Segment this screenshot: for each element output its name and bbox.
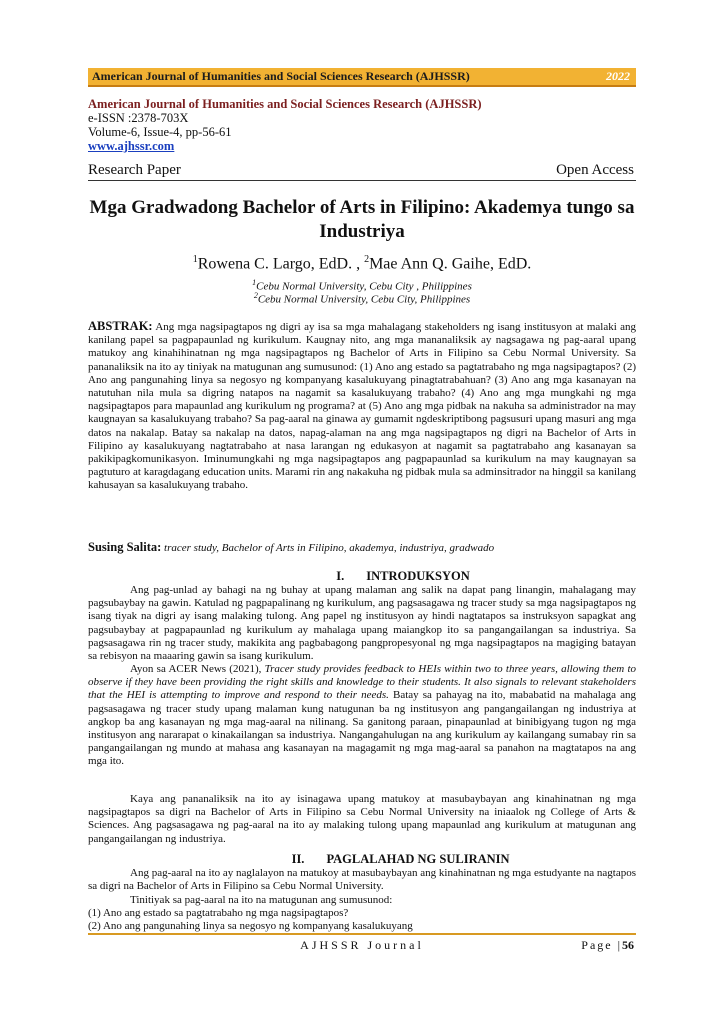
problem-item-2: (2) Ano ang pangunahing linya sa negosyo ng kompanyang kasalukuyang — [88, 920, 413, 932]
intro-paragraph-2 — [88, 663, 636, 769]
access-type: Open Access — [556, 162, 634, 178]
aff1-sup: 1 — [252, 278, 257, 287]
aff2-sup: 2 — [253, 291, 258, 300]
footer-page — [581, 938, 634, 953]
affiliation-2 — [88, 289, 636, 307]
intro-p2-quote: Tracer study provides feedback to HEIs within two to three years, allowing them to observe if they have been providing the right skills and knowledge to their students. It also signals to relevant stakeholders that the HEI is attempting to improve and respond to their needs. — [88, 663, 637, 702]
meta-journal-title: American Journal of Humanities and Social Sciences Research (AJHSSR) — [88, 97, 482, 111]
banner-year: 2022 — [606, 69, 630, 83]
problem-item-1: (1) Ano ang estado sa pagtatrabaho ng mga nagsipagtapos? — [88, 907, 349, 919]
paper-type-bar — [88, 162, 636, 181]
meta-volume: Volume-6, Issue-4, pp-56-61 — [88, 125, 232, 139]
footer-page-label: Page | — [581, 938, 622, 952]
journal-banner — [88, 68, 636, 87]
keywords-label: Susing Salita: — [88, 540, 162, 554]
author1-sup: 1 — [192, 254, 198, 265]
intro-paragraph-3: Kaya ang pananaliksik na ito ay isinagawa upang matukoy at masubaybayan ang kinahinatnan ng mga nagsipagtapos sa digri na Bachelor of Arts in Filipino sa Cebu Normal University na iniaalok ng College of Arts & Sciences. Ang pagsasagawa ng pag-aaral na ito ay malaking tulong upang mapaunlad ang kurikulum at matugunan ang pangangailangan ng industriya. — [88, 793, 636, 845]
author-line — [88, 254, 636, 273]
intro-p2-lead: Ayon sa ACER News (2021), — [130, 663, 262, 675]
paper-title: Mga Gradwadong Bachelor of Arts in Filipino: Akademya tungo sa Industriya — [89, 197, 635, 242]
abstract-label: ABSTRAK: — [88, 319, 153, 333]
keywords — [88, 541, 636, 555]
aff2-text: Cebu Normal University, Cebu City, Philippines — [257, 293, 471, 306]
author2-sup: 2 — [364, 254, 370, 265]
footer-rule — [88, 933, 636, 935]
intro-paragraph-1: Ang pag-unlad ay bahagi na ng buhay at upang malaman ang salik na dapat pang linangin, mahalagang may pagsubaybay na gawin. Katulad ng pagpapalinang ng kurikulum, ang pagsasagawa ng tracer study sa mga nagsipagtapos ng isang tiyak na digri ay isang malaking tulong. Ang papel ng institusyon ay hindi nagtatapos sa instruksyon sapagkat ang pagsubaybay at pagpapaunlad ng kurikulum ay mahalaga upang maiangkop ito sa pangangailangan sa industriya. Sa pagsasagawa rin ng tracer study, makikita ang pagbabagong pangpropesyonal ng mga nagsipagtapos na magiging batayan sa rebisyon na maaaring gawin sa isang kurikulum. — [88, 584, 636, 663]
abstract — [88, 320, 636, 493]
problem-paragraph-1: Ang pag-aaral na ito ay naglalayon na matukoy at masubaybayan ang kinahinatnan ng mga estudyante na nagtapos sa digri na Bachelor of Arts in Filipino sa Cebu Normal University. — [88, 867, 636, 893]
banner-journal: American Journal of Humanities and Social Sciences Research (AJHSSR) — [92, 69, 470, 83]
section1-number: I. — [336, 569, 345, 583]
author1: Rowena C. Largo, EdD. , — [197, 255, 361, 273]
section1-title: INTRODUKSYON — [366, 569, 470, 583]
aff1-text: Cebu Normal University, Cebu City , Philippines — [256, 280, 472, 293]
paper-type: Research Paper — [88, 162, 181, 178]
keywords-text: tracer study, Bachelor of Arts in Filipino, akademya, industriya, gradwado — [164, 542, 495, 554]
section-heading-introduksyon — [88, 569, 636, 584]
footer-journal: AJHSSR Journal — [300, 938, 424, 952]
meta-issn: e-ISSN :2378-703X — [88, 111, 189, 125]
section-heading-paglalahad — [88, 852, 636, 867]
section2-title: PAGLALAHAD NG SULIRANIN — [326, 852, 510, 866]
footer-page-number: 56 — [622, 938, 634, 952]
author2: Mae Ann Q. Gaihe, EdD. — [369, 255, 532, 273]
section2-number: II. — [291, 852, 305, 866]
journal-url-link[interactable]: www.ajhssr.com — [88, 139, 175, 153]
intro-p2-rest: Batay sa pahayag na ito, mababatid na mahalaga ang pagsasagawa ng tracer study upang malaman kung natugunan ba ng institusyon ang pangangailangan ng industriya at angkop ba ang kasanayan ng mga mag-aaral na nilinang. Sa ganitong paraan, pinapaunlad at binibigyang tugon ng mga institusyon ang nararapat o kinakailangan sa industriya. Nangangahulugan na ang kurikulum ay kailangang sumabay rin sa pangangailangan ng mundo at mahasa ang kasanayan na magagamit ng mga mag-aaral sa panahon na magtatapos na ang mga ito. — [88, 689, 637, 768]
abstract-text: Ang mga nagsipagtapos ng digri ay isa sa mga mahalagang stakeholders ng isang institusyon at malaki ang kanilang papel sa pagpapaunlad ng kurikulum. Kaugnay nito, ang mga mananaliksik ay nagsagawa ng pag-aaral upang matukoy ang kinahihinatnan ng mga nagsipagtapos ng Bachelor of Arts in Filipino sa Cebu Normal University. Sa pananaliksik na ito ay tiniyak na matugunan ang sumusunod: (1) Ano ang estado sa pagtatrabaho ng mga nagsipagtapos? (2) Ano ang pangunahing linya sa negosyo ng kompanyang kasalukuyang pinagtatrabahuan? (3) Ano ang mga kasanayan na natutuhan nila mula sa digring natapos na nagamit sa kasalukuyang trabaho? (4) Ano ang mga mungkahi ng mga nagsipagtapos para mapaunlad ang kurikulum ng programa? at (5) Ano ang mga pidbak na nakuha sa administrador na may kaugnayan sa kasalukuyang trabaho? Sa pag-aaral na ginawa ay gumamit ngdeskriptibong pagsusuri upang masuri ang mga datos na nakalap. Batay sa nakalap na datos, napag-alaman na ang mga nagsipagtapos ng digri na Bachelor of Arts in Filipino ay kasalukuyang nagtatrabaho at nasa larangan ng edukasyon at nagamit sa pagtatrabaho ang kasanayan sa pakikipagkomunikasyon. Iminumungkahi ng mga nagsipagtapos ang pagpapaunlad sa kurikulum na may kaugnayan sa pagtuturo at karagdagang education units. Marami rin ang nakakuha ng pidbak mula sa adminsitrador na hinggil sa kanilang kahusayan sa kasalukuyang trabaho. — [88, 321, 636, 492]
journal-meta — [88, 97, 636, 153]
problem-paragraph-2: Tinitiyak sa pag-aaral na ito na matugunan ang sumusunod: — [130, 894, 393, 906]
